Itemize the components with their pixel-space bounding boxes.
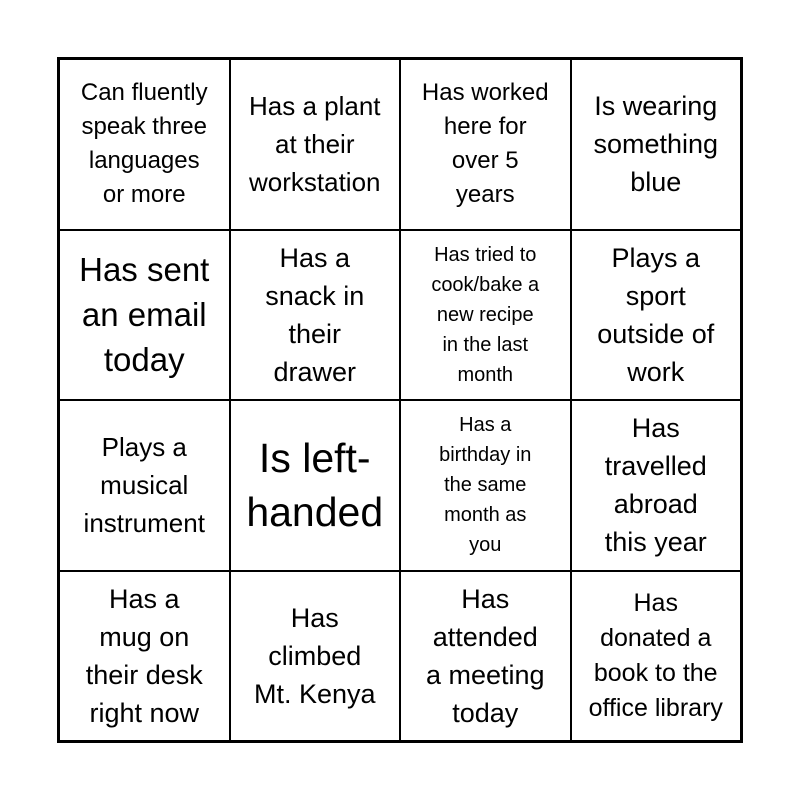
cell-text — [605, 409, 707, 561]
cell-line: Has — [461, 583, 510, 614]
cell-line: travelled — [604, 451, 707, 482]
cell-line: workstation — [249, 167, 381, 198]
cell-line: Has — [633, 588, 678, 617]
cell-line: Has sent — [79, 251, 210, 289]
cell-line: musical — [100, 470, 189, 501]
bingo-cell[interactable] — [59, 59, 230, 230]
bingo-cell[interactable] — [230, 230, 401, 401]
cell-line: instrument — [83, 508, 205, 539]
cell-line: languages — [88, 147, 200, 175]
bingo-cell[interactable] — [230, 59, 401, 230]
cell-text — [265, 239, 364, 391]
bingo-cell[interactable] — [571, 400, 742, 571]
cell-text — [86, 580, 203, 732]
cell-line: cook/bake a — [431, 273, 540, 296]
cell-text — [81, 76, 208, 212]
cell-line: or more — [102, 181, 186, 209]
cell-line: years — [455, 181, 515, 209]
cell-text — [254, 599, 376, 713]
cell-line: sport — [625, 280, 686, 311]
cell-line: month — [457, 363, 514, 386]
bingo-cell[interactable] — [400, 230, 571, 401]
cell-text — [246, 431, 383, 539]
cell-line: handed — [246, 489, 384, 536]
bingo-cell[interactable] — [400, 59, 571, 230]
cell-line: Can fluently — [80, 79, 208, 107]
cell-line: in the last — [442, 333, 529, 356]
bingo-cell[interactable] — [59, 230, 230, 401]
cell-line: an email — [81, 296, 207, 334]
cell-line: their desk — [85, 659, 203, 690]
cell-line: Has a — [459, 414, 512, 437]
cell-line: Has tried to — [434, 243, 537, 266]
cell-line: Is wearing — [594, 91, 718, 122]
cell-line: a meeting — [425, 659, 545, 690]
cell-line: something — [593, 129, 719, 160]
cell-line: this year — [604, 527, 707, 558]
cell-line: Has a — [279, 242, 351, 273]
cell-line: Has — [631, 413, 680, 444]
cell-text — [439, 410, 531, 560]
bingo-cell[interactable] — [571, 230, 742, 401]
cell-line: right now — [89, 697, 200, 728]
cell-line: Has a — [108, 583, 180, 614]
bingo-cell[interactable] — [400, 571, 571, 742]
cell-line: Has — [290, 602, 339, 633]
cell-line: climbed — [268, 640, 362, 671]
cell-line: here for — [443, 113, 527, 141]
cell-line: blue — [630, 167, 682, 198]
cell-line: birthday in — [439, 444, 532, 467]
bingo-cell[interactable] — [230, 571, 401, 742]
bingo-board — [57, 57, 743, 743]
cell-text — [597, 239, 714, 391]
bingo-cell[interactable] — [571, 571, 742, 742]
cell-line: at their — [275, 129, 355, 160]
cell-line: work — [627, 356, 685, 387]
cell-line: book to the — [593, 658, 718, 687]
cell-line: their — [288, 318, 342, 349]
cell-line: Plays a — [101, 432, 187, 463]
cell-line: mug on — [99, 621, 190, 652]
cell-line: Mt. Kenya — [253, 678, 376, 709]
cell-text — [589, 586, 723, 726]
cell-line: Has worked — [421, 79, 549, 107]
cell-line: new recipe — [436, 303, 534, 326]
cell-line: office library — [588, 693, 723, 722]
bingo-cell[interactable] — [400, 400, 571, 571]
cell-line: over 5 — [451, 147, 519, 175]
cell-line: attended — [432, 621, 538, 652]
cell-line: today — [452, 697, 519, 728]
cell-line: abroad — [613, 489, 698, 520]
cell-line: Plays a — [611, 242, 701, 273]
cell-text — [84, 428, 205, 542]
bingo-cell[interactable] — [59, 400, 230, 571]
cell-line: donated a — [600, 623, 712, 652]
cell-text — [249, 87, 381, 201]
cell-text — [426, 580, 545, 732]
cell-line: outside of — [597, 318, 715, 349]
cell-text — [79, 247, 209, 382]
bingo-cell[interactable] — [230, 400, 401, 571]
cell-line: Is left- — [258, 435, 371, 482]
bingo-cell[interactable] — [571, 59, 742, 230]
cell-line: Has a plant — [248, 91, 381, 122]
cell-line: drawer — [273, 356, 357, 387]
bingo-cell[interactable] — [59, 571, 230, 742]
cell-text — [593, 87, 718, 201]
cell-text — [422, 76, 549, 212]
cell-line: the same — [444, 474, 527, 497]
cell-line: snack in — [265, 280, 365, 311]
cell-line: speak three — [81, 113, 207, 141]
cell-text — [431, 240, 539, 390]
cell-line: month as — [444, 504, 527, 527]
cell-line: you — [469, 534, 502, 557]
cell-line: today — [103, 341, 185, 379]
